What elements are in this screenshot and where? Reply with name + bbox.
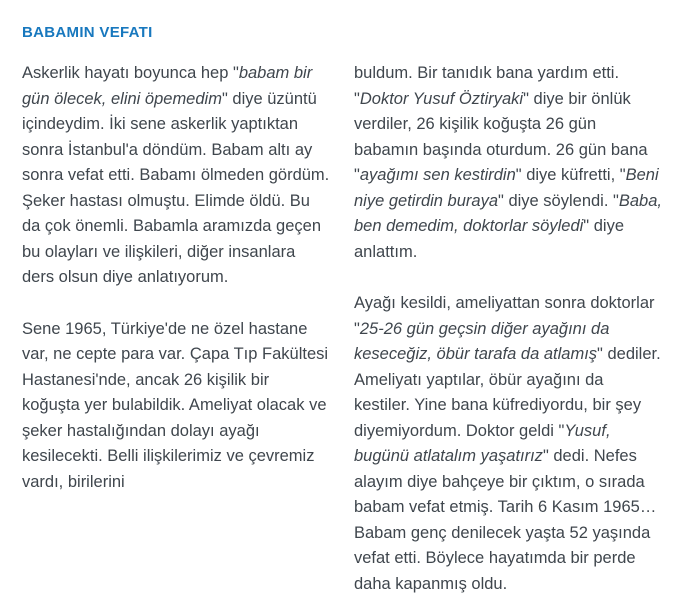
paragraph xyxy=(354,61,662,265)
body-text: Ayağı kesildi, ameliyattan sonra doktorlar " xyxy=(354,294,655,338)
body-text: Sene 1965, Türkiye'de ne özel hastane var, ne cepte para var. Çapa Tıp Fakültesi Hastanesi'nde, ancak 26 kişilik bir koğuşta yer bulabildik. Ameliyat olacak ve şeker hastalığından dolayı ayağı kesilecekti. Belli ilişkilerimiz ve çevremiz vardı, birilerini xyxy=(22,319,329,491)
body-text: " diye söylendi. " xyxy=(498,191,619,210)
text-column-right xyxy=(354,61,662,597)
body-text: Askerlik hayatı boyunca hep " xyxy=(22,64,239,82)
paragraph xyxy=(354,291,662,597)
quoted-italic-text: Doktor Yusuf Öztiryaki xyxy=(359,89,524,108)
quoted-italic-text: ayağımı sen kestirdin xyxy=(359,166,516,184)
quoted-italic-text: 25-26 gün geçsin diğer ayağını da keseceğiz, öbür tarafa da atlamış xyxy=(354,319,610,363)
paragraph xyxy=(22,317,330,496)
text-columns xyxy=(22,61,662,597)
body-text: " dediler. Ameliyatı yaptılar, öbür ayağını da kestiler. Yine bana küfrediyordu, bir şey diyemiyordum. Doktor geldi " xyxy=(354,345,661,440)
quoted-italic-text: babam bir gün ölecek, elini öpemedim xyxy=(22,64,313,108)
body-text: " diye bir önlük verdiler, 26 kişilik koğuşta 26 gün babamın başında oturdum. 26 gün bana " xyxy=(354,89,648,184)
body-text: " diye küfretti, " xyxy=(515,166,626,184)
body-text: buldum. Bir tanıdık bana yardım etti. " xyxy=(354,64,620,108)
article-title: BABAMIN VEFATI xyxy=(22,24,153,41)
quoted-italic-text: Yusuf, bugünü atlatalım yaşatırız xyxy=(354,421,611,465)
body-text: " diye üzüntü içindeydim. İki sene askerlik yaptıktan sonra İstanbul'a döndüm. Babam altı ay sonra vefat etti. Babamı ölmeden gördüm. Şeker hastası olmuştu. Elimde öldü. Bu da çok önemli. Babamla aramızda geçen bu olayları ve ilişkileri, diğer insanlara ders olsun diye anlatıyorum. xyxy=(22,89,330,286)
quoted-italic-text: Baba, ben demedim, doktorlar söyledi xyxy=(354,191,662,235)
body-text: " diye anlattım. xyxy=(354,217,625,261)
text-column-left xyxy=(22,61,330,597)
quoted-italic-text: Beni niye getirdin buraya xyxy=(354,166,659,210)
paragraph xyxy=(22,61,330,291)
body-text: " dedi. Nefes alayım diye bahçeye bir çıktım, o sırada babam vefat etmiş. Tarih 6 Kasım 1965… Babam genç denilecek yaşta 52 yaşında vefat etti. Böylece hayatımda bir perde daha kapanmış oldu. xyxy=(354,447,657,593)
